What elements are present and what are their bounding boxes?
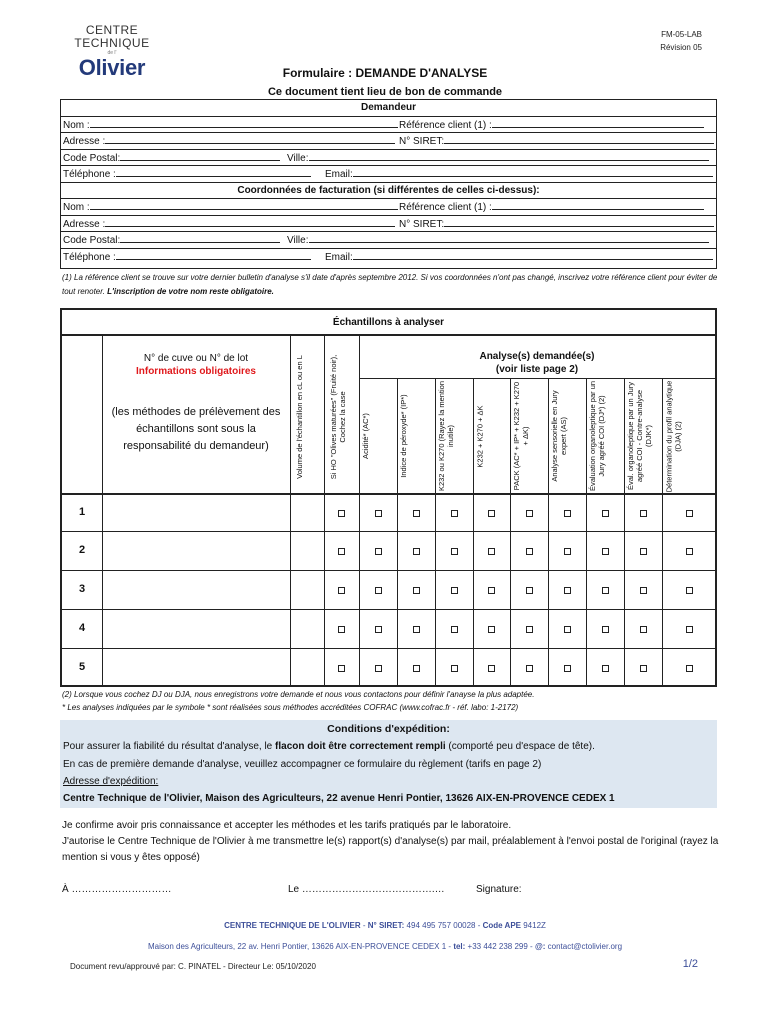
analysis-checkbox-2[interactable] [413, 626, 420, 633]
olives-checkbox[interactable] [338, 548, 345, 555]
billing-phone-row[interactable] [61, 249, 716, 266]
shipping-conditions [60, 720, 717, 808]
analysis-checkbox-6[interactable] [564, 665, 571, 672]
page-number: 1/2 [682, 958, 698, 970]
analysis-checkbox-3[interactable] [451, 626, 458, 633]
email-label: Email: [325, 169, 353, 180]
analysis-checkbox-6[interactable] [564, 626, 571, 633]
sample-row-number: 4 [78, 622, 86, 634]
lot-column-header [106, 352, 286, 378]
analysis-checkbox-9[interactable] [686, 587, 693, 594]
analysis-checkbox-3[interactable] [451, 587, 458, 594]
consent-email: J'autorise le Centre Technique de l'Olivier à me transmettre le(s) rapport(s) d'analyse(s) par mail, préalablement à l'envoi postal de l'original (rayez la mention si vous y êtes opposé) [62, 836, 719, 863]
analysis-checkbox-7[interactable] [602, 626, 609, 633]
analysis-checkbox-8[interactable] [640, 626, 647, 633]
analysis-checkbox-7[interactable] [602, 510, 609, 517]
billing-header: Coordonnées de facturation (si différentes de celles ci-dessus): [61, 183, 716, 200]
billing-postal-row[interactable] [61, 232, 716, 249]
revision-note: Document revu/approuvé par: C. PINATEL - Directeur Le: 05/10/2020 [70, 962, 316, 971]
lot-title: N° de cuve ou N° de lot [143, 353, 249, 364]
lot-subtext: (les méthodes de prélèvement des échantillons sont sous la responsabilité du demandeur) [111, 406, 281, 452]
analysis-checkbox-6[interactable] [564, 510, 571, 517]
billing-siret-label: N° SIRET: [399, 218, 445, 230]
postal-code-label: Code Postal: [63, 152, 121, 164]
billing-name-label: Nom : [63, 202, 90, 213]
shipping-address-label: Adresse d'expédition: [63, 776, 159, 787]
analysis-checkbox-4[interactable] [488, 665, 495, 672]
shipping-line-1a: Pour assurer la fiabilité du résultat d'analyse, le [63, 741, 276, 752]
requester-header: Demandeur [61, 100, 716, 117]
analysis-checkbox-2[interactable] [413, 548, 420, 555]
analysis-checkbox-1[interactable] [375, 665, 382, 672]
analysis-checkbox-4[interactable] [488, 548, 495, 555]
samples-table [60, 308, 717, 687]
analysis-checkbox-4[interactable] [488, 626, 495, 633]
analysis-checkbox-5[interactable] [526, 510, 533, 517]
sample-row-number: 1 [78, 506, 86, 518]
analysis-checkbox-1[interactable] [375, 587, 382, 594]
olives-checkbox[interactable] [338, 626, 345, 633]
analysis-notes [62, 688, 722, 714]
signature-label[interactable]: Signature: [476, 884, 522, 895]
analysis-checkbox-1[interactable] [375, 626, 382, 633]
analysis-checkbox-1[interactable] [375, 548, 382, 555]
samples-title: Échantillons à analyser [62, 310, 715, 336]
client-ref-note-text: (1) La référence client se trouve sur votre dernier bulletin d'analyse s'il date d'après septembre 2012. Si vos coordonnées n'ont pas changé, inscrivez votre référence client pour éviter de tout renoter. [62, 273, 718, 296]
analysis-header-7: Évaluation organoleptique par un Jury agréé COI (DJ*) (2) [588, 380, 606, 492]
analysis-checkbox-6[interactable] [564, 548, 571, 555]
requester-address-row[interactable] [61, 133, 716, 150]
analysis-checkbox-8[interactable] [640, 548, 647, 555]
sample-row-number: 2 [78, 544, 86, 556]
footer-tel: +33 442 238 299 [467, 942, 528, 951]
billing-name-row[interactable] [61, 199, 716, 216]
shipping-address: Centre Technique de l'Olivier, Maison des Agriculteurs, 22 avenue Henri Pontier, 13626 AIX-EN-PROVENCE CEDEX 1 [63, 793, 615, 804]
footer-address: Maison des Agriculteurs, 22 av. Henri Pontier, 13626 AIX-EN-PROVENCE CEDEX 1 [147, 942, 447, 951]
analysis-checkbox-8[interactable] [640, 510, 647, 517]
client-ref-label: Référence client (1) : [399, 119, 492, 131]
analysis-header-5: PACK (AC* + IP* + K232 + K270 + ΔK) [512, 381, 530, 491]
footer-line-1: CENTRE TECHNIQUE DE L'OLIVIER - N° SIRET: 494 495 757 00028 - Code APE 9412Z [224, 921, 546, 930]
footer-org: CENTRE TECHNIQUE DE L'OLIVIER [224, 921, 361, 930]
analysis-checkbox-7[interactable] [602, 587, 609, 594]
client-ref-note [62, 271, 722, 299]
phone-label: Téléphone : [63, 169, 116, 180]
analysis-checkbox-8[interactable] [640, 587, 647, 594]
logo-line2: TECHNIQUE [74, 36, 150, 50]
analysis-checkbox-2[interactable] [413, 510, 420, 517]
analyses-header [359, 350, 715, 376]
analysis-note-1: (2) Lorsque vous cochez DJ ou DJA, nous enregistrons votre demande et nous vous contactons pour définir l'anayse la plus adaptée. [62, 690, 535, 699]
analysis-checkbox-4[interactable] [488, 510, 495, 517]
olives-checkbox[interactable] [338, 587, 345, 594]
page-title: Formulaire : DEMANDE D'ANALYSE [282, 66, 488, 80]
analysis-header-6: Analyse sensorielle en Jury expert (AS) [550, 390, 568, 482]
document-reference [660, 28, 702, 54]
analysis-header-9: Détermination du profil analytique (DJA) (2) [664, 380, 682, 492]
doc-revision: Révision 05 [660, 43, 702, 52]
requester-postal-row[interactable] [61, 150, 716, 167]
analysis-checkbox-7[interactable] [602, 665, 609, 672]
analyses-subtitle: (voir liste page 2) [495, 364, 579, 375]
requester-form [60, 99, 717, 269]
analysis-checkbox-8[interactable] [640, 665, 647, 672]
analysis-checkbox-5[interactable] [526, 665, 533, 672]
analysis-header-4: K232 + K270 + ΔK [475, 404, 484, 468]
analysis-checkbox-5[interactable] [526, 587, 533, 594]
analyses-title: Analyse(s) demandée(s) [479, 351, 595, 362]
analysis-checkbox-5[interactable] [526, 626, 533, 633]
sample-row-number: 3 [78, 583, 86, 595]
footer-tel-label: tel: [453, 942, 466, 951]
footer-mail[interactable]: contact@ctolivier.org [547, 942, 623, 951]
analysis-checkbox-4[interactable] [488, 587, 495, 594]
page-subtitle: Ce document tient lieu de bon de commande [267, 86, 503, 98]
requester-name-row[interactable] [61, 117, 716, 134]
logo-de: de l' [107, 50, 117, 56]
volume-column-header: Volume de l'échantillon en cL ou en L [295, 355, 304, 479]
signature-place[interactable]: À ………………………… [62, 884, 172, 895]
footer-line-2: Maison des Agriculteurs, 22 av. Henri Pontier, 13626 AIX-EN-PROVENCE CEDEX 1 - tel: +33 442 238 299 - @: contact@ctolivier.org [147, 942, 623, 951]
billing-address-label: Adresse : [63, 218, 106, 230]
shipping-line-2: En cas de première demande d'analyse, veuillez accompagner ce formulaire du règlement (tarifs en page 2) [63, 759, 542, 770]
signature-date[interactable]: Le ………………………………….… [288, 884, 445, 895]
analysis-header-3: K232 ou K270 (Rayez la mention inutile) [437, 380, 455, 492]
consent-methods: Je confirme avoir pris connaissance et accepter les méthodes et les tarifs pratiqués par le laboratoire. [62, 820, 512, 831]
analysis-checkbox-3[interactable] [451, 548, 458, 555]
analysis-checkbox-3[interactable] [451, 665, 458, 672]
shipping-line-1 [63, 740, 595, 753]
siret-label: N° SIRET: [399, 136, 445, 147]
shipping-line-1c: (comporté peu d'espace de tête). [445, 741, 595, 752]
analysis-checkbox-2[interactable] [413, 665, 420, 672]
analysis-checkbox-7[interactable] [602, 548, 609, 555]
analysis-checkbox-5[interactable] [526, 548, 533, 555]
billing-city-label: Ville: [287, 235, 309, 246]
client-ref-note-bold: L'inscription de votre nom reste obligatoire. [107, 287, 274, 296]
olives-checkbox[interactable] [338, 665, 345, 672]
logo-line3: Olivier [78, 55, 146, 80]
lot-required: Informations obligatoires [135, 366, 256, 377]
analysis-header-1: Acidité* (AC*) [361, 413, 370, 459]
footer-siret: 494 495 757 00028 [406, 921, 476, 930]
footer-siret-label: N° SIRET: [367, 921, 405, 930]
analysis-checkbox-1[interactable] [375, 510, 382, 517]
olives-checkbox[interactable] [338, 510, 345, 517]
footer-mail-label: @: [534, 942, 546, 951]
analysis-checkbox-3[interactable] [451, 510, 458, 517]
analysis-checkbox-9[interactable] [686, 665, 693, 672]
name-label: Nom : [63, 119, 90, 131]
billing-phone-label: Téléphone : [63, 251, 116, 263]
billing-address-row[interactable] [61, 216, 716, 233]
logo-line1: CENTRE [85, 23, 139, 37]
analysis-checkbox-6[interactable] [564, 587, 571, 594]
sample-row-number: 5 [78, 661, 86, 673]
footer-ape: 9412Z [523, 921, 546, 930]
requester-phone-row[interactable] [61, 166, 716, 183]
analysis-checkbox-9[interactable] [686, 510, 693, 517]
olives-column-header: Si HO "Olives maturées" (Fruité noir), Cochez la case [329, 354, 347, 480]
billing-postal-label: Code Postal: [63, 235, 121, 246]
billing-client-ref-label: Référence client (1) : [399, 202, 492, 213]
analysis-note-2: * Les analyses indiquées par le symbole * sont réalisées sous méthodes accréditées COFRAC (www.cofrac.fr - réf. labo: 1-2172) [62, 703, 519, 712]
doc-code: FM-05-LAB [661, 30, 702, 39]
analysis-checkbox-2[interactable] [413, 587, 420, 594]
analysis-header-8: Éval. organoleptique par un Jury agréé COI - Contre-analyse (DJK*) [626, 382, 653, 490]
address-label: Adresse : [63, 136, 106, 147]
city-label: Ville: [287, 152, 309, 164]
billing-email-label: Email: [325, 251, 353, 263]
analysis-checkbox-9[interactable] [686, 548, 693, 555]
shipping-title: Conditions d'expédition: [327, 723, 450, 735]
analysis-checkbox-9[interactable] [686, 626, 693, 633]
shipping-line-1b: flacon doit être correctement rempli [275, 741, 446, 752]
footer-ape-label: Code APE [482, 921, 521, 930]
analysis-header-2: Indice de péroxyde* (IP*) [399, 394, 408, 478]
